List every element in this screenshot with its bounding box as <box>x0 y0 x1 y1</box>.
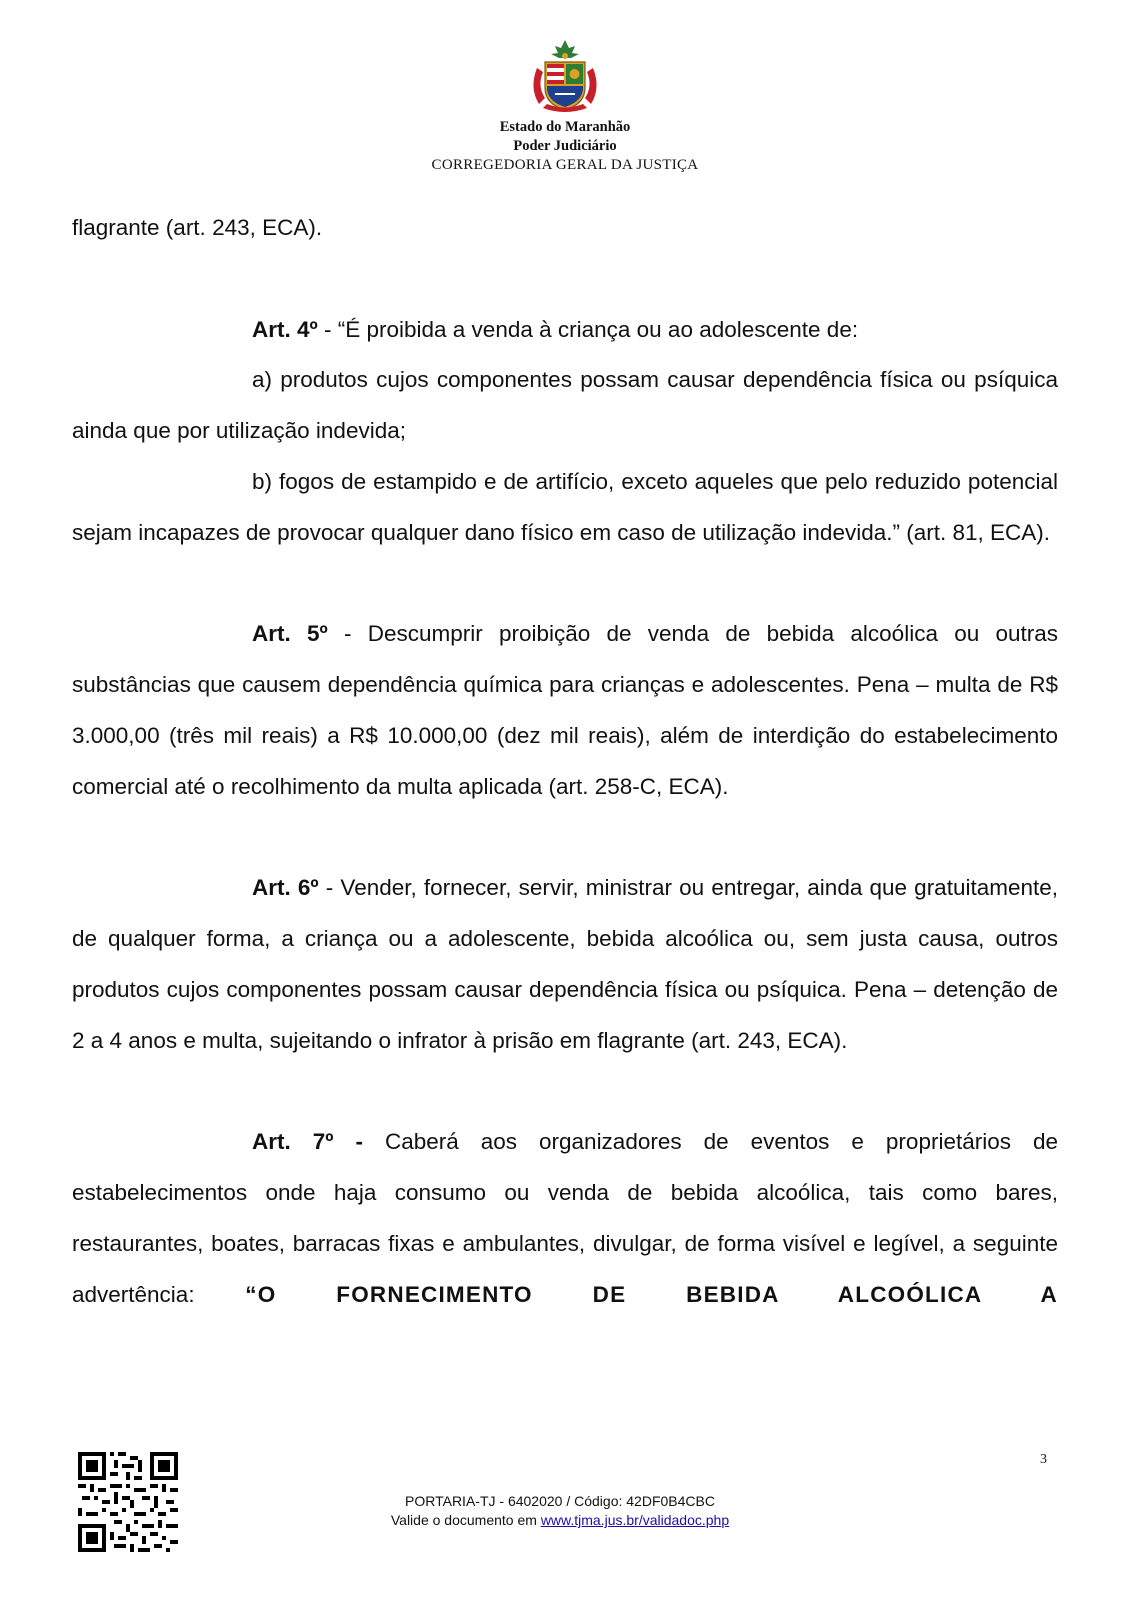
qr-code-icon <box>78 1452 178 1552</box>
validation-prefix: Valide o documento em <box>390 1512 541 1528</box>
article-4-item-a: a) produtos cujos componentes possam causar dependência física ou psíquica ainda que por utilização indevida; <box>72 367 1058 444</box>
validation-line <box>300 1511 820 1530</box>
article-7-text: Caberá aos organizadores de eventos e proprietários de estabelecimentos onde haja consumo ou venda de bebida alcoólica, tais como bares, restaurantes, boates, barracas fixas e ambulantes, divulgar, de forma visível e legível, a seguinte advertência: <box>72 1129 1058 1307</box>
article-7-label: Art. 7º - <box>252 1129 363 1155</box>
article-4-label: Art. 4º <box>252 316 318 342</box>
article-5 <box>72 609 1058 812</box>
coat-of-arms-icon <box>525 38 605 114</box>
page-number: 3 <box>1040 1452 1047 1467</box>
header-office: CORREGEDORIA GERAL DA JUSTIÇA <box>431 157 699 173</box>
header-state: Estado do Maranhão <box>499 119 631 135</box>
article-5-text: - Descumprir proibição de venda de bebida alcoólica ou outras substâncias que causem dependência química para crianças e adolescentes. Pena – multa de R$ 3.000,00 (três mil reais) a R$ 10.000,00 (dez mil reais), além de interdição do estabelecimento comercial até o recolhimento da multa aplicada (art. 258-C, ECA). <box>72 621 1058 799</box>
article-5-label: Art. 5º <box>252 621 328 647</box>
article-6-label: Art. 6º <box>252 875 319 901</box>
footer-text <box>300 1492 820 1530</box>
article-6 <box>72 863 1058 1066</box>
header-power: Poder Judiciário <box>513 138 617 154</box>
validation-link[interactable]: www.tjma.jus.br/validadoc.php <box>540 1512 730 1528</box>
article-6-text: - Vender, fornecer, servir, ministrar ou entregar, ainda que gratuitamente, de qualquer forma, a criança ou a adolescente, bebida alcoólica ou, sem justa causa, outros produtos cujos componentes possam causar dependência física ou psíquica. Pena – detenção de 2 a 4 anos e multa, sujeitando o infrator à prisão em flagrante (art. 243, ECA). <box>72 875 1059 1053</box>
paragraph-continuation: flagrante (art. 243, ECA). <box>72 215 323 240</box>
article-4 <box>72 305 1058 356</box>
article-4-lead: - “É proibida a venda à criança ou ao adolescente de: <box>317 316 859 342</box>
document-reference: PORTARIA-TJ - 6402020 / Código: 42DF0B4CBC <box>405 1493 715 1509</box>
document-body <box>72 203 1058 1321</box>
page-header <box>0 38 1130 175</box>
article-7-warning: “O FORNECIMENTO DE BEBIDA ALCOÓLICA A <box>245 1281 1058 1307</box>
article-7 <box>72 1117 1058 1320</box>
article-4-item-b: b) fogos de estampido e de artifício, exceto aqueles que pelo reduzido potencial sejam incapazes de provocar qualquer dano físico em caso de utilização indevida.” (art. 81, ECA). <box>72 468 1058 545</box>
